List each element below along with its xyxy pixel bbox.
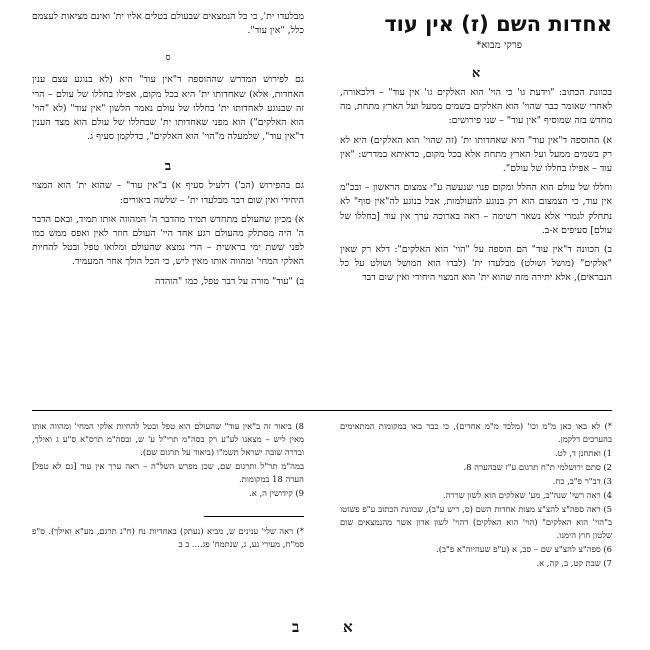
- footnote: במה"מ תר"ל ותרגום שם, שכן מפרש השל"ה – ראה ערך אין עוד [גם לא טפל] הערה 18 במקומות.: [32, 461, 304, 484]
- paragraph: בכוונת הכתוב: "וידעת גו' כי הוי' הוא האלקים גו' אין עוד" – דלכאורה, לאחרי שאומר כבר שהוי' הוא האלקים בשמים ממעל ועל הארץ מתחת, מה מחדש בזה שמוסיף "אין עוד" – שני פירושים:: [340, 87, 612, 127]
- section-mark: ס: [165, 53, 171, 64]
- footnote: 7) שבת קט, ב, קה, א.: [536, 558, 612, 568]
- footnote-divider: [32, 410, 612, 411]
- section-heading-alef: א: [471, 66, 481, 81]
- page-title: אחדות השם (ז) אין עוד: [384, 12, 612, 36]
- sub-footnote-divider: [204, 516, 304, 517]
- paragraph: א) ההוספה ד"אין עוד" היא שאחדותו ית' (זה שהוי' הוא האלקים) היא לא רק בשמים ממעל ועל הארץ מתחת אלא בכל מקום, כדאיתא במדרש: "אין עוד – אפילו בחללו של עולם".: [340, 134, 612, 175]
- footnotes-left: [32, 420, 304, 552]
- page-number-right: א: [343, 618, 353, 636]
- footnote: 5) ראה ספה"צ להצ"צ מצות אחדות השם (ס, ריש ע"ב), שכוונת הכתוב ע"פ פשוטו ב"הוי' הוא האלקים" (הוי' הוא האלקים) דהוי' לשון אדון אשר מהנמצאים שום שלטון חוץ הימנו.: [340, 504, 612, 540]
- right-column: [340, 10, 612, 291]
- footnotes-right: [340, 420, 612, 571]
- paragraph: ב) הכוונה ד"אין עוד" הם הוספה על "הוי' הוא האלקים": דלא רק שאין "אלקים" (מושל ושולט) מבלעדו ית' (לבדו הוא המושל ושולט על כל הנבראים), אלא יתירה מזה שהוא ית' הוא המצוי היחידי ואין שום דבר: [340, 244, 612, 284]
- section-heading-bet: ב: [164, 159, 172, 175]
- left-column: [32, 10, 304, 294]
- footnote: 6) ספה"צ להצ"צ שם – סב, א (ע"פ שעהיוה"א פ"ב).: [436, 544, 612, 554]
- paragraph: מבלעדו ית', כי כל הנמצאים שבעולם בטלים אליו ית' ואינם מציאות לעצמם כלל, "אין עוד".: [32, 11, 304, 37]
- footnote: 1) ואתחנן ד, לט.: [554, 448, 612, 458]
- paragraph: גם לפירוש המדרש שההוספה ד"אין עוד" היא (לא בנוגע עצם ענין האחדות, אלא) שאחדותו ית' היא בכל מקום, אפילו בחללו של עולם – הרי זה שבנוגע לאחדותו ית' בחללו של עולם נאמר הלשון "אין עוד" (לא "הוי' הוא האלקים") הוא מפני שאחדותו ית' שבחללו של עולם הוא מצד הענין ד"אין עוד", שלמעלה מ"הוי' הוא האלקים", כדלקמן סעיף ג.: [32, 74, 304, 143]
- paragraph: ב) "עוד" מורה על דבר טפל, כמו "הוהדה: [154, 275, 304, 287]
- paragraph: וחללו של עולם הוא החלל ומקום פנוי שנעשה ע"י צמצום הראשון – ובכ"מ אין עוד, כי הצמצום הוא רק בנוגע להעולמות, אבל בנוגע לה"אין סוף" לא נתחלק לגמרי אלא נשאר רשימה – ראה בארוכה ערך אין עוד [בחללו של עולם] סעיפים א-ב.: [340, 182, 612, 236]
- footnote: *) ראה שלי' ענינים ש, מביא (נעתק) באחדיות נח (ח"נ תרגם, מע"א ואילך). ס"פ סמ"ח, מעירי גע, ג, שנתמח' פג.... ב ב: [32, 526, 304, 549]
- footnote: *) לא באו כאן מ"מ וכו' (מלבד מ"מ אחדים), כי כבר באו במקומות המתאימים בהערכים דלקמן.: [340, 421, 612, 444]
- footnote: 3) דב"ר פ"ב, כח.: [552, 476, 612, 486]
- footnote: 9) קידושין ה, א.: [249, 488, 304, 498]
- footnote: 4) ראה רשי' שנה"ב, מע' שאלקים הוא לשון שררה.: [443, 490, 612, 500]
- page-subtitle: פרקי מבוא*: [476, 40, 522, 51]
- page-number-left: ב: [292, 618, 300, 636]
- paragraph: גם בהפירוש (הב') דלעיל סעיף א) ב"אין עוד" – שהוא ית' הוא המצוי היחידי ואין שום דבר מבלעדו ית' – שלשה ביאורים:: [32, 180, 304, 206]
- paragraph: א) מכיון שהעולם מתחדש תמיד מהדבר ה' המהווה אותו תמיד, ובאם הדבר ה' היה מסתלק מהעולם רגע אחד היי' העולם חוזר לאין ואפס ממש כמו לפני ששת ימי בראשית – הרי נמצא שהעולם ומלואו טפל ובטל להחיות האלקי המחי' ומהווה אותו מאין ליש, כי הכל הולך אחר המעמיד.: [32, 213, 304, 268]
- footnote: 2) סתם ירושלמי ת"ח תרגום ע"ז שבהערה 8.: [463, 462, 612, 472]
- footnote: 8) ביאור זה ב"אין עוד" שהעולם הוא טפל ובטל להחיות אלקי המחי' ומהווה אותו מאין ליש – מצאנו לע"ע רק בסה"מ תרי"ל ע' ש, ובסה"מ תרס"א ס"ע ג ואילך, ובדרה שובה ישראל תשמ"ו (ביאור על תרגום שם).: [32, 421, 304, 457]
